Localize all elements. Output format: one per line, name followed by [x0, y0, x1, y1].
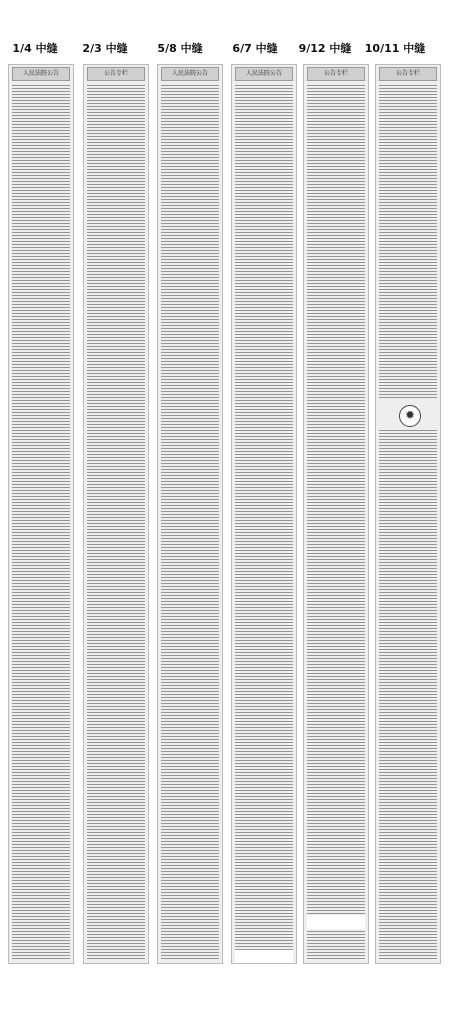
column-header-3: 人民法院公告 [161, 67, 219, 81]
column-header-5: 公告专栏 [307, 67, 365, 81]
column-label-2: 2/3 中缝 [82, 42, 128, 55]
column-footer-4 [235, 950, 293, 964]
column-label-5: 9/12 中缝 [298, 42, 352, 55]
column-text-3 [161, 85, 219, 959]
page-labels [0, 40, 450, 58]
newspaper-column-1 [8, 64, 74, 964]
column-footer-5 [307, 915, 365, 929]
newspaper-column-3 [157, 64, 223, 964]
column-text-5 [307, 85, 365, 959]
column-header-6: 公告专栏 [379, 67, 437, 81]
column-label-4: 6/7 中缝 [232, 42, 278, 55]
newspaper-column-2 [83, 64, 149, 964]
column-text-4 [235, 85, 293, 959]
column-header-4: 人民法院公告 [235, 67, 293, 81]
newspaper-column-4 [231, 64, 297, 964]
column-header-1: 人民法院公告 [12, 67, 70, 81]
newspaper-column-5 [303, 64, 369, 964]
column-label-6: 10/11 中缝 [364, 42, 426, 55]
column-text-1 [12, 85, 70, 959]
newspaper-column-6 [375, 64, 441, 964]
column-header-2: 公告专栏 [87, 67, 145, 81]
column-label-3: 5/8 中缝 [157, 42, 203, 55]
court-seal-icon [399, 405, 421, 427]
column-label-1: 1/4 中缝 [12, 42, 58, 55]
column-text-6 [379, 85, 437, 959]
column-text-2 [87, 85, 145, 959]
